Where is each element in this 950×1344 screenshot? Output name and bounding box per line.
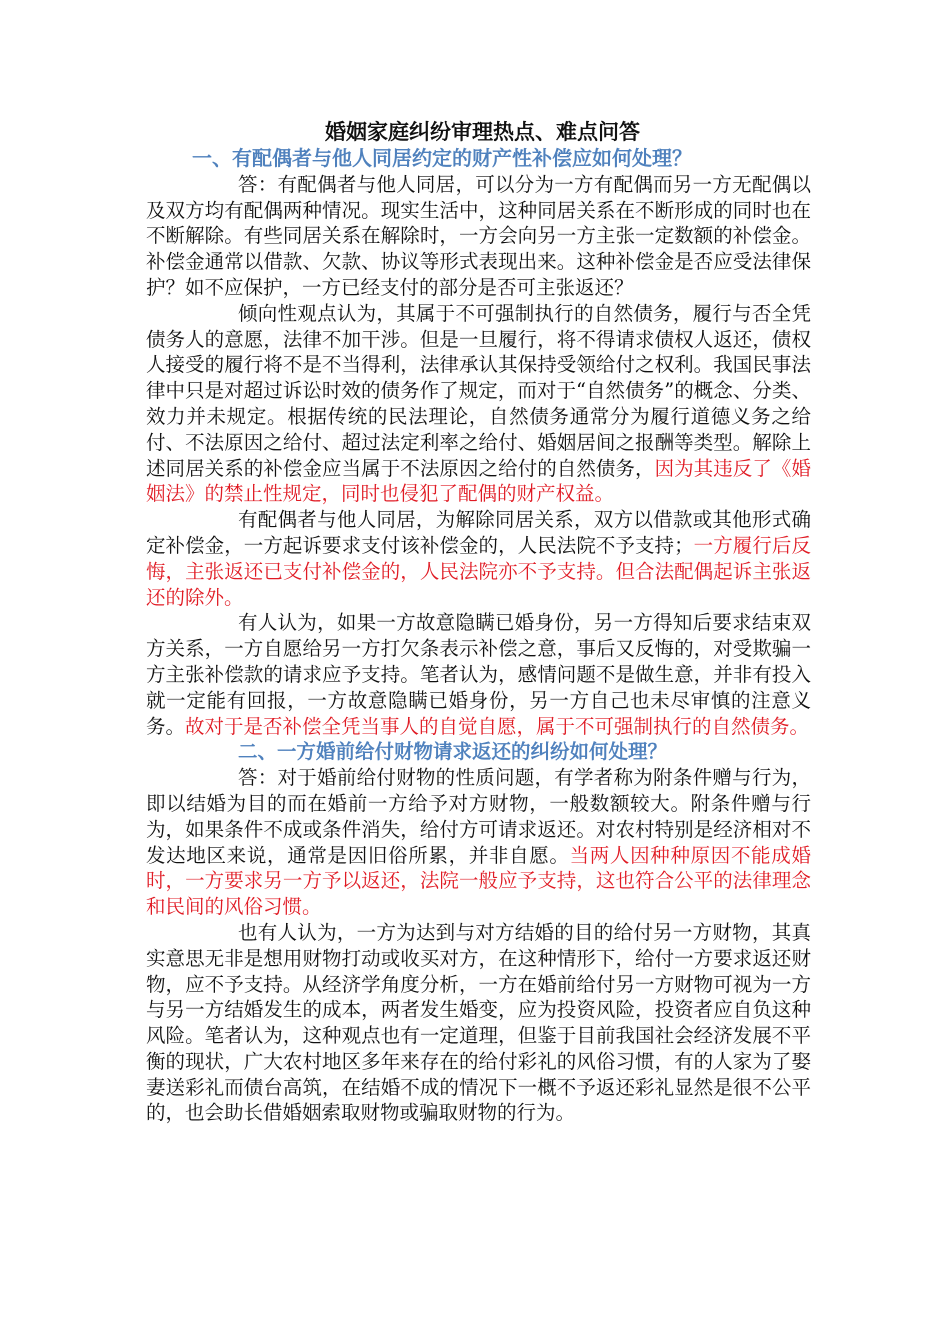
section-1-paragraph-4 [146,610,811,739]
paragraph-text: 有人认为，如果一方故意隐瞒已婚身份，另一方得知后要求结束双方关系，一方自愿给另一方打欠条表示补偿之意，事后又反悔的， [146,611,811,661]
emphasis-text: 一方履行后反悔，主张返还已支付补偿金的，人民法院亦不予支持。但合法配偶起诉主张返还的除外。 [146,533,811,609]
paragraph-text: 有配偶者与他人同居，为解除同居关系，双方以借款或其他形式确定补偿金，一方起诉要求支付该补偿金的，人民法院不予支持； [146,508,811,557]
document-title: 婚姻家庭纠纷审理热点、难点问答 [325,119,640,144]
document-page [146,118,811,1126]
section-1-paragraph-3 [146,507,811,610]
emphasis-text: 因为其违反了《婚姻法》的禁止性规定，同时也侵犯了配偶的财产权益。 [146,456,811,506]
emphasis-text: 故对于是否补偿全凭当事人的自觉自愿，属于不可强制执行的自然债务。 [185,714,810,738]
highlighted-text: 对受欺骗一方主张补偿款的请求应予支持 [146,637,811,686]
paragraph-text: 。笔者认为，感情问题不是做生意，并非有投入就一定能有回报，一方故意隐瞒已婚身份，另一方自己也未尽审慎的注意义务。 [146,662,811,738]
section-2-heading: 二、一方婚前给付财物请求返还的纠纷如何处理？ [238,740,668,764]
section-1-heading: 一、有配偶者与他人同居约定的财产性补偿应如何处理？ [192,146,692,170]
paragraph-text: 答：对于婚前给付财物的性质问题，有学者称为附条件赠与行为，即以结婚为目的而在婚前一方给予对方财物，一般数额较大。附条件赠与行为，如果条件不成或条件消失，给付方可请求返还。对农村特别是经济相对不发达地区来说，通常是因旧俗所累，并非自愿。 [146,766,811,867]
section-1-paragraph-1: 答：有配偶者与他人同居，可以分为一方有配偶而另一方无配偶以及双方均有配偶两种情况。现实生活中，这种同居关系在不断形成的同时也在不断解除。有些同居关系在解除时，一方会向另一方主张一定数额的补偿金。补偿金通常以借款、欠款、协议等形式表现出来。这种补偿金是否应受法律保护？如不应保护，一方已经支付的部分是否可主张返还？ [146,172,811,299]
section-2-paragraph-2: 也有人认为，一方为达到与对方结婚的目的给付另一方财物，其真实意思无非是想用财物打动或收买对方，在这种情形下，给付一方要求返还财物，应不予支持。从经济学角度分析，一方在婚前给付另一方财物可视为一方与另一方结婚发生的成本，两者发生婚变，应为投资风险，投资者应自负这种风险。笔者认为，这种观点也有一定道理，但鉴于目前我国社会经济发展不平衡的现状，广大农村地区多年来存在的给付彩礼的风俗习惯，有的人家为了娶妻送彩礼而债台高筑，在结婚不成的情况下一概不予返还彩礼显然是很不公平的，也会助长借婚姻索取财物或骗取财物的行为。 [146,920,811,1125]
paragraph-text: 倾向性观点认为，其属于不可强制执行的自然债务，履行与否全凭债务人的意愿，法律不加干涉。但是一旦履行，将不得请求债权人返还，债权人接受的履行将不是不当得利，法律承认其保持受领给付之权利。我国民事法律中只是对超过诉讼时效的债务作了规定，而对于“自然债务”的概念、分类、效力并未规定。根据传统的民法理论，自然债务通常分为履行道德义务之给付、不法原因之给付、超过法定利率之给付、婚姻居间之报酬等类型。解除上述同居关系的补偿金应当属于不法原因之给付的自然债务， [146,301,811,480]
section-2-paragraph-1 [146,765,811,920]
emphasis-text: 当两人因种种原因不能成婚时，一方要求另一方予以返还，法院一般应予支持，这也符合公平的法律理念和民间的风俗习惯。 [146,843,811,919]
section-1-paragraph-2 [146,301,811,507]
